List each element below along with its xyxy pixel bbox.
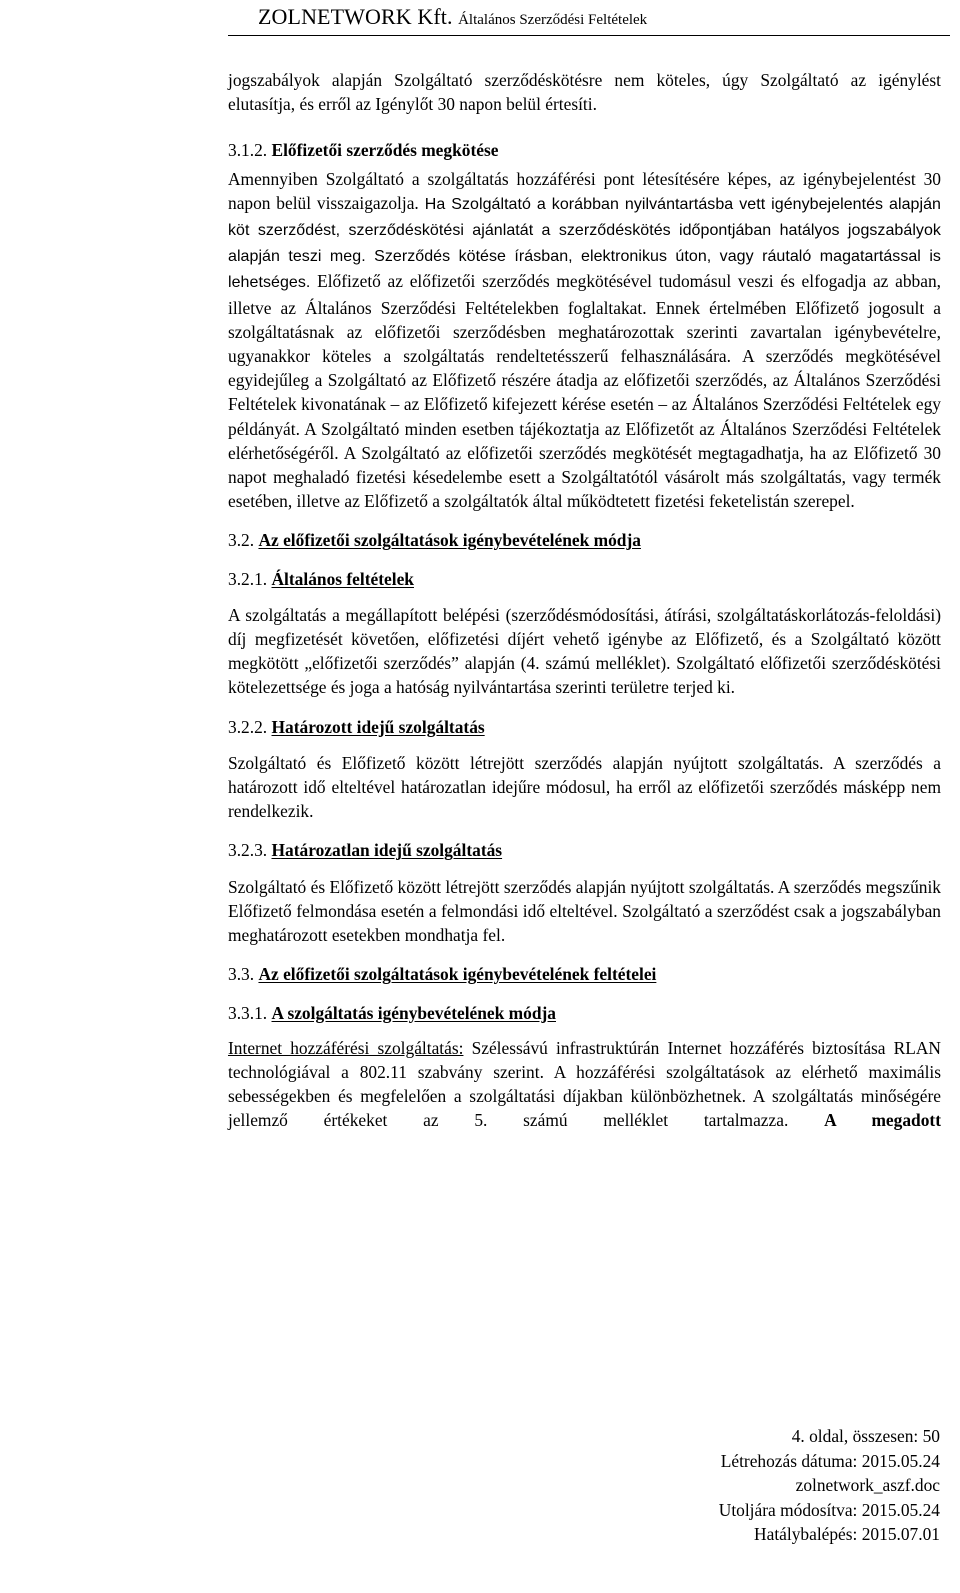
paragraph-text-part: Szélessávú infrastruktúrán Internet hozzáférés biztosítása RLAN technológiával a 802.11 szabvány szerint. A hozzáférési szolgáltatások az elérhető maximális sebességekben és megfelelően a szolgáltatási díjakban különbözhetnek. A szolgáltatás minőségére jellemző értékeket az 5. számú melléklet tartalmazza. (228, 1037, 941, 1131)
section-title: Előfizetői szerződés megkötése (271, 140, 499, 161)
section-paragraph-3-2-2: Szolgáltató és Előfizető között létrejött szerződés alapján nyújtott szolgáltatás. A szerződés a határozott idő elteltével határozatlan idejűre módosul, ha erről az előfizetői szerződés másképp nem rendelkezik. (228, 752, 941, 822)
section-paragraph-3-3-1 (228, 1036, 941, 1133)
section-heading-3-3-1 (228, 1001, 941, 1025)
paragraph-text-part: Amennyiben Szolgáltató a szolgáltatás hozzáférési pont létesítésére képes, az igénybejelentést 30 napon belül visszaigazolja. (228, 168, 941, 213)
section-heading-3-2-3 (228, 838, 941, 862)
section-heading-3-3 (228, 962, 941, 986)
intro-paragraph: jogszabályok alapján Szolgáltató szerződéskötésre nem köteles, úgy Szolgáltató az igénylést elutasítja, és erről az Igénylőt 30 napon belül értesíti. (228, 70, 941, 115)
footer-created-date: Létrehozás dátuma: 2015.05.24 (720, 1450, 940, 1471)
footer-effective-date: Hatálybalépés: 2015.07.01 (754, 1524, 940, 1544)
section-number: 3.3. (228, 964, 255, 985)
header-doc-title: Általános Szerződési Feltételek (458, 12, 648, 28)
section-title: A szolgáltatás igénybevételének módja (271, 1002, 556, 1023)
section-paragraph-3-2-3: Szolgáltató és Előfizető között létrejött szerződés alapján nyújtott szolgáltatás. A szerződés megszűnik Előfizető felmondása esetén a felmondási idő elteltével. Szolgáltató a szerződést csak a jogszabályban meghatározott esetekben mondhatja fel. (228, 876, 941, 946)
header-rule (228, 35, 950, 36)
document-body (228, 68, 941, 1133)
section-number: 3.2.2. (228, 716, 268, 737)
page-footer (520, 1424, 940, 1547)
section-paragraph-3-1-2 (228, 167, 941, 514)
paragraph-text-part: Előfizető az előfizetői szerződés megkötésével tudomásul veszi és elfogadja az abban, illetve az Általános Szerződési Feltételekben foglaltakat. Ennek értelmében Előfizető jogosult a szolgáltatásnak az előfizetői szerződésben meghatározottak szerinti zavartalan igénybevételre, ugyanakkor köteles a szolgáltatás rendeltetésszerű felhasználására. A szerződés megkötésével egyidejűleg a Szolgáltató az Előfizető részére átadja az előfizetői szerződés, az Általános Szerződési Feltételek kivonatának – az Előfizető kifejezett kérése esetén – az Általános Szerződési Feltételek egy példányát. A Szolgáltató minden esetben tájékoztatja az Előfizetőt az Általános Szerződési Feltételek elérhetőségéről. A Szolgáltató az előfizetői szerződés megkötését megtagadhatja, ha az Előfizető 30 napot meghaladó fizetési késedelembe esett a Szolgáltatótól vásárolt más szolgáltatás, vagy termék esetében, illetve az Előfizető a szolgáltatók által működtetett fizetési feketelistán szerepel. (228, 271, 941, 512)
footer-modified-date: Utoljára módosítva: 2015.05.24 (718, 1499, 940, 1520)
section-number: 3.1.2. (228, 140, 268, 161)
section-paragraph-3-2-1: A szolgáltatás a megállapított belépési (szerződésmódosítási, átírási, szolgáltatáskorlátozás-feloldási) díj megfizetését követően, előfizetési díjért vehető igénybe az Előfizető, és a Szolgáltató között megkötött „előfizetői szerződés” alapján (4. számú melléklet). Szolgáltató előfizetői szerződéskötési kötelezettsége és joga a hatóság nyilvántartása szerinti területre terjed ki. (228, 604, 941, 698)
paragraph-text-part: Ha Szolgáltató a korábban nyilvántartásba vett igénybejelentés alapján köt szerződést, szerződéskötési ajánlatát a szerződéskötés időpontjában hatályos jogszabályok alapján teszi meg. Szerződés kötése írásban, elektronikus úton, vagy ráutaló magatartással is lehetséges. (228, 195, 941, 292)
section-heading-3-2 (228, 528, 941, 552)
section-number: 3.3.1. (228, 1002, 268, 1023)
section-title: Az előfizetői szolgáltatások igénybevételének feltételei (258, 964, 657, 985)
header-company: ZOLNETWORK Kft. (258, 4, 453, 29)
section-title: Az előfizetői szolgáltatások igénybevételének módja (258, 530, 641, 551)
paragraph-bold-tail: A megadott (824, 1110, 941, 1131)
section-heading-3-2-2 (228, 715, 941, 739)
section-number: 3.2. (228, 530, 255, 551)
term-label: Internet hozzáférési szolgáltatás: (228, 1037, 464, 1058)
section-title: Határozatlan idejű szolgáltatás (271, 840, 503, 861)
footer-filename: zolnetwork_aszf.doc (795, 1475, 940, 1495)
footer-page-number: 4. oldal, összesen: 50 (791, 1426, 940, 1446)
section-title: Általános feltételek (271, 568, 414, 589)
section-heading-3-1-2 (228, 138, 941, 162)
section-number: 3.2.3. (228, 840, 268, 861)
page-header (258, 3, 958, 34)
section-heading-3-2-1 (228, 567, 941, 591)
section-title: Határozott idejű szolgáltatás (271, 716, 485, 737)
section-number: 3.2.1. (228, 568, 268, 589)
